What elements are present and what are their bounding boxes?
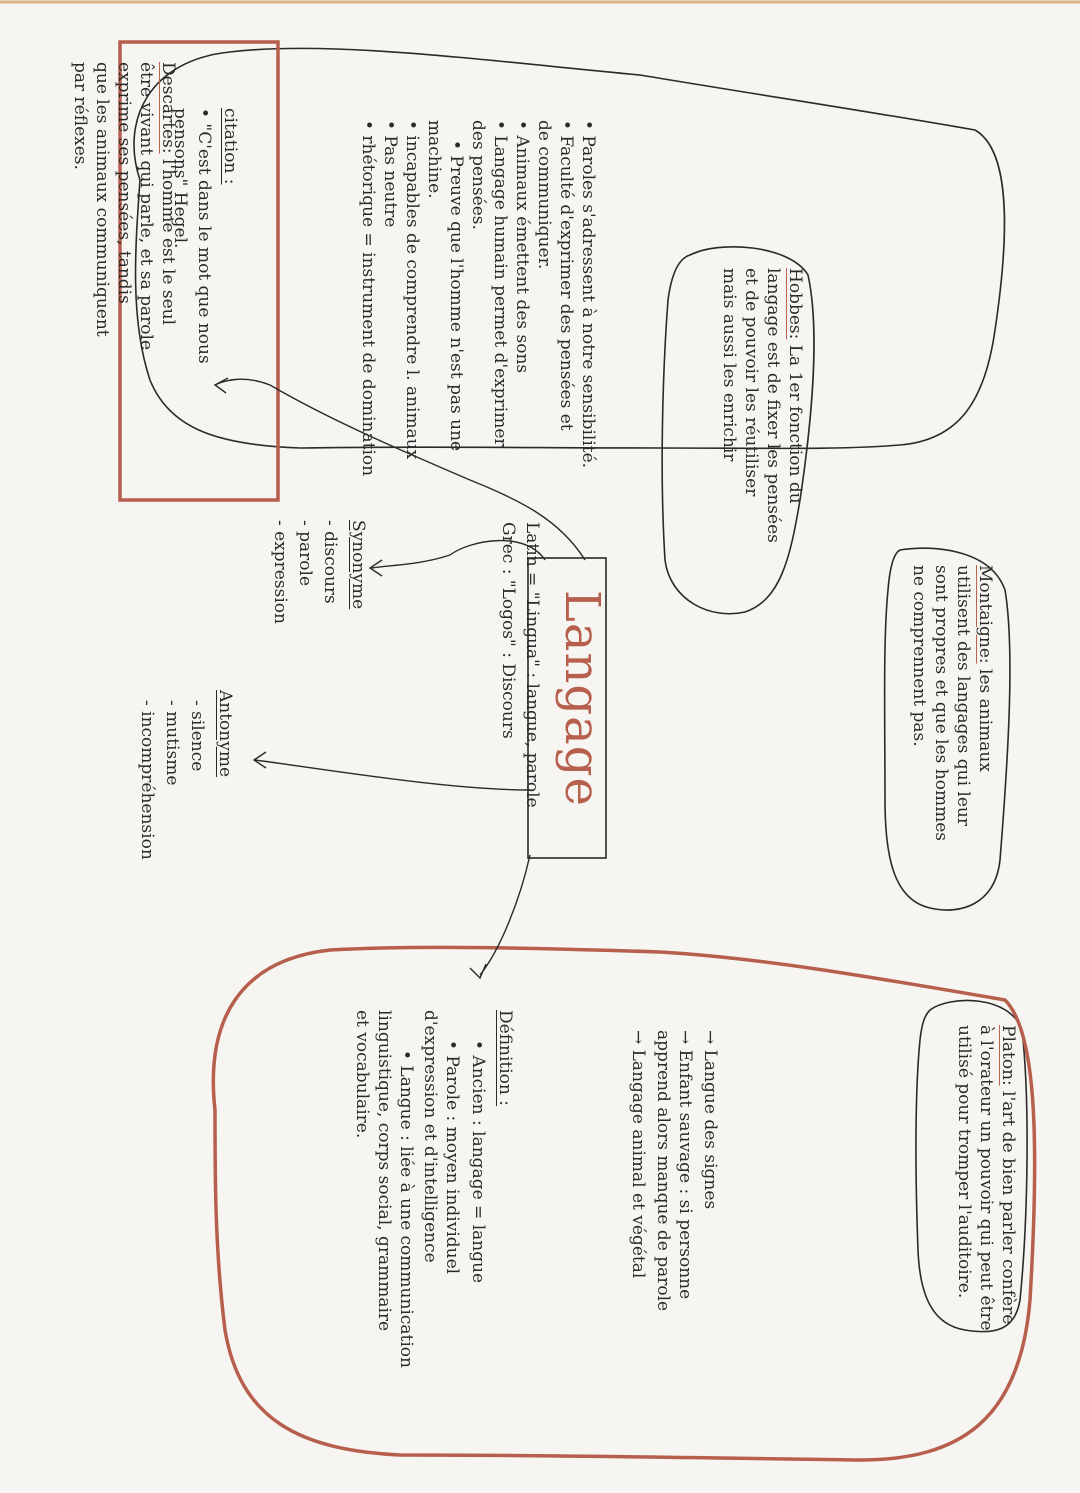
montaigne-line-0: les animaux (975, 669, 995, 772)
citation-line-0: • "C'est dans le mot que nous (194, 108, 214, 364)
hobbes-line-3: mais aussi les enrichir (719, 268, 739, 462)
descartes-line-0: l'homme est le seul (158, 158, 178, 326)
signes-line-2: apprend alors manque de parole (653, 1030, 673, 1312)
hobbes-block (784, 268, 805, 504)
citation-heading: citation : (220, 108, 240, 185)
platon-line-2: utilisé pour tromper l'auditoire. (954, 1025, 974, 1299)
note-line-8: • incapables de comprendre l. animaux (402, 120, 422, 460)
note-line-6: • Preuve que l'homme n'est pas une (446, 140, 466, 452)
platon-block (997, 1025, 1018, 1324)
etymology-latin: Latin = "Lingua" : langue, parole (522, 522, 542, 808)
synonyme-item-2: - expression (270, 520, 290, 624)
note-line-2: de communiquer. (534, 120, 554, 270)
descartes-line-4: par réflexes. (70, 62, 90, 170)
note-line-1: • Faculté d'exprimer des pensées et (556, 120, 576, 431)
montaigne-line-2: sont propres et que les hommes (931, 565, 951, 842)
descartes-author: Descartes: (158, 62, 178, 154)
montaigne-block (974, 565, 995, 772)
synonyme-item-1: - parole (295, 520, 315, 587)
note-line-7: machine. (424, 120, 444, 199)
montaigne-line-3: ne comprennent pas. (909, 565, 929, 747)
note-line-0: • Paroles s'adressent à notre sensibilité. (578, 120, 598, 469)
signes-line-1: → Enfant sauvage : si personne (675, 1030, 695, 1300)
montaigne-author: Montaigne: (975, 565, 995, 664)
page-title: Langage (554, 590, 610, 807)
definition-heading: Définition : (495, 1010, 515, 1106)
definition-line-4: linguistique, corps social, grammaire (374, 1010, 394, 1332)
definition-line-5: et vocabulaire. (352, 1010, 372, 1139)
definition-line-1: • Parole : moyen individuel (442, 1040, 462, 1275)
antonyme-item-1: - mutisme (162, 700, 182, 786)
antonyme-heading: Antonyme (215, 690, 235, 778)
signes-line-0: → Langue des signes (700, 1030, 720, 1210)
descartes-line-3: que les animaux communiquent (92, 62, 112, 337)
note-line-5: des pensées. (468, 120, 488, 230)
definition-line-0: • Ancien : langage = langue (468, 1040, 488, 1284)
hobbes-line-0: La 1er fonction du (785, 344, 805, 504)
etymology-grec: Grec : "Logos" : Discours (498, 522, 518, 739)
signes-line-3: → Langage animal et végétal (628, 1030, 648, 1279)
descartes-line-2: exprime ses pensées, tandis (114, 62, 134, 304)
antonyme-item-0: - silence (187, 700, 207, 772)
note-line-3: • Animaux émettent des sons (512, 120, 532, 374)
platon-line-1: à l'orateur un pouvoir qui peut être (976, 1025, 996, 1331)
antonyme-item-2: - incompréhension (137, 700, 157, 860)
synonyme-heading: Synonyme (348, 520, 368, 610)
synonyme-item-0: - discours (320, 520, 340, 604)
hobbes-line-1: langage est de fixer les pensées (763, 268, 783, 543)
citation-line-1: pensons" Hegel. (170, 108, 190, 249)
platon-author: Platon: (998, 1025, 1018, 1086)
hobbes-author: Hobbes: (785, 268, 805, 340)
note-line-4: • Langage humain permet d'exprimer (490, 120, 510, 447)
montaigne-line-1: utilisent des langages qui leur (953, 565, 973, 826)
definition-line-3: • Langue : liée à une communication (396, 1050, 416, 1368)
note-line-10: • rhétorique = instrument de domination (358, 120, 378, 477)
descartes-line-1: être vivant qui parle, et sa parole (136, 62, 156, 351)
note-line-9: • Pas neutre (380, 120, 400, 228)
platon-line-0: l'art de bien parler confère (998, 1091, 1018, 1325)
definition-line-2: d'expression et d'intelligence (420, 1010, 440, 1263)
hobbes-line-2: et de pouvoir les réutiliser (741, 268, 761, 497)
